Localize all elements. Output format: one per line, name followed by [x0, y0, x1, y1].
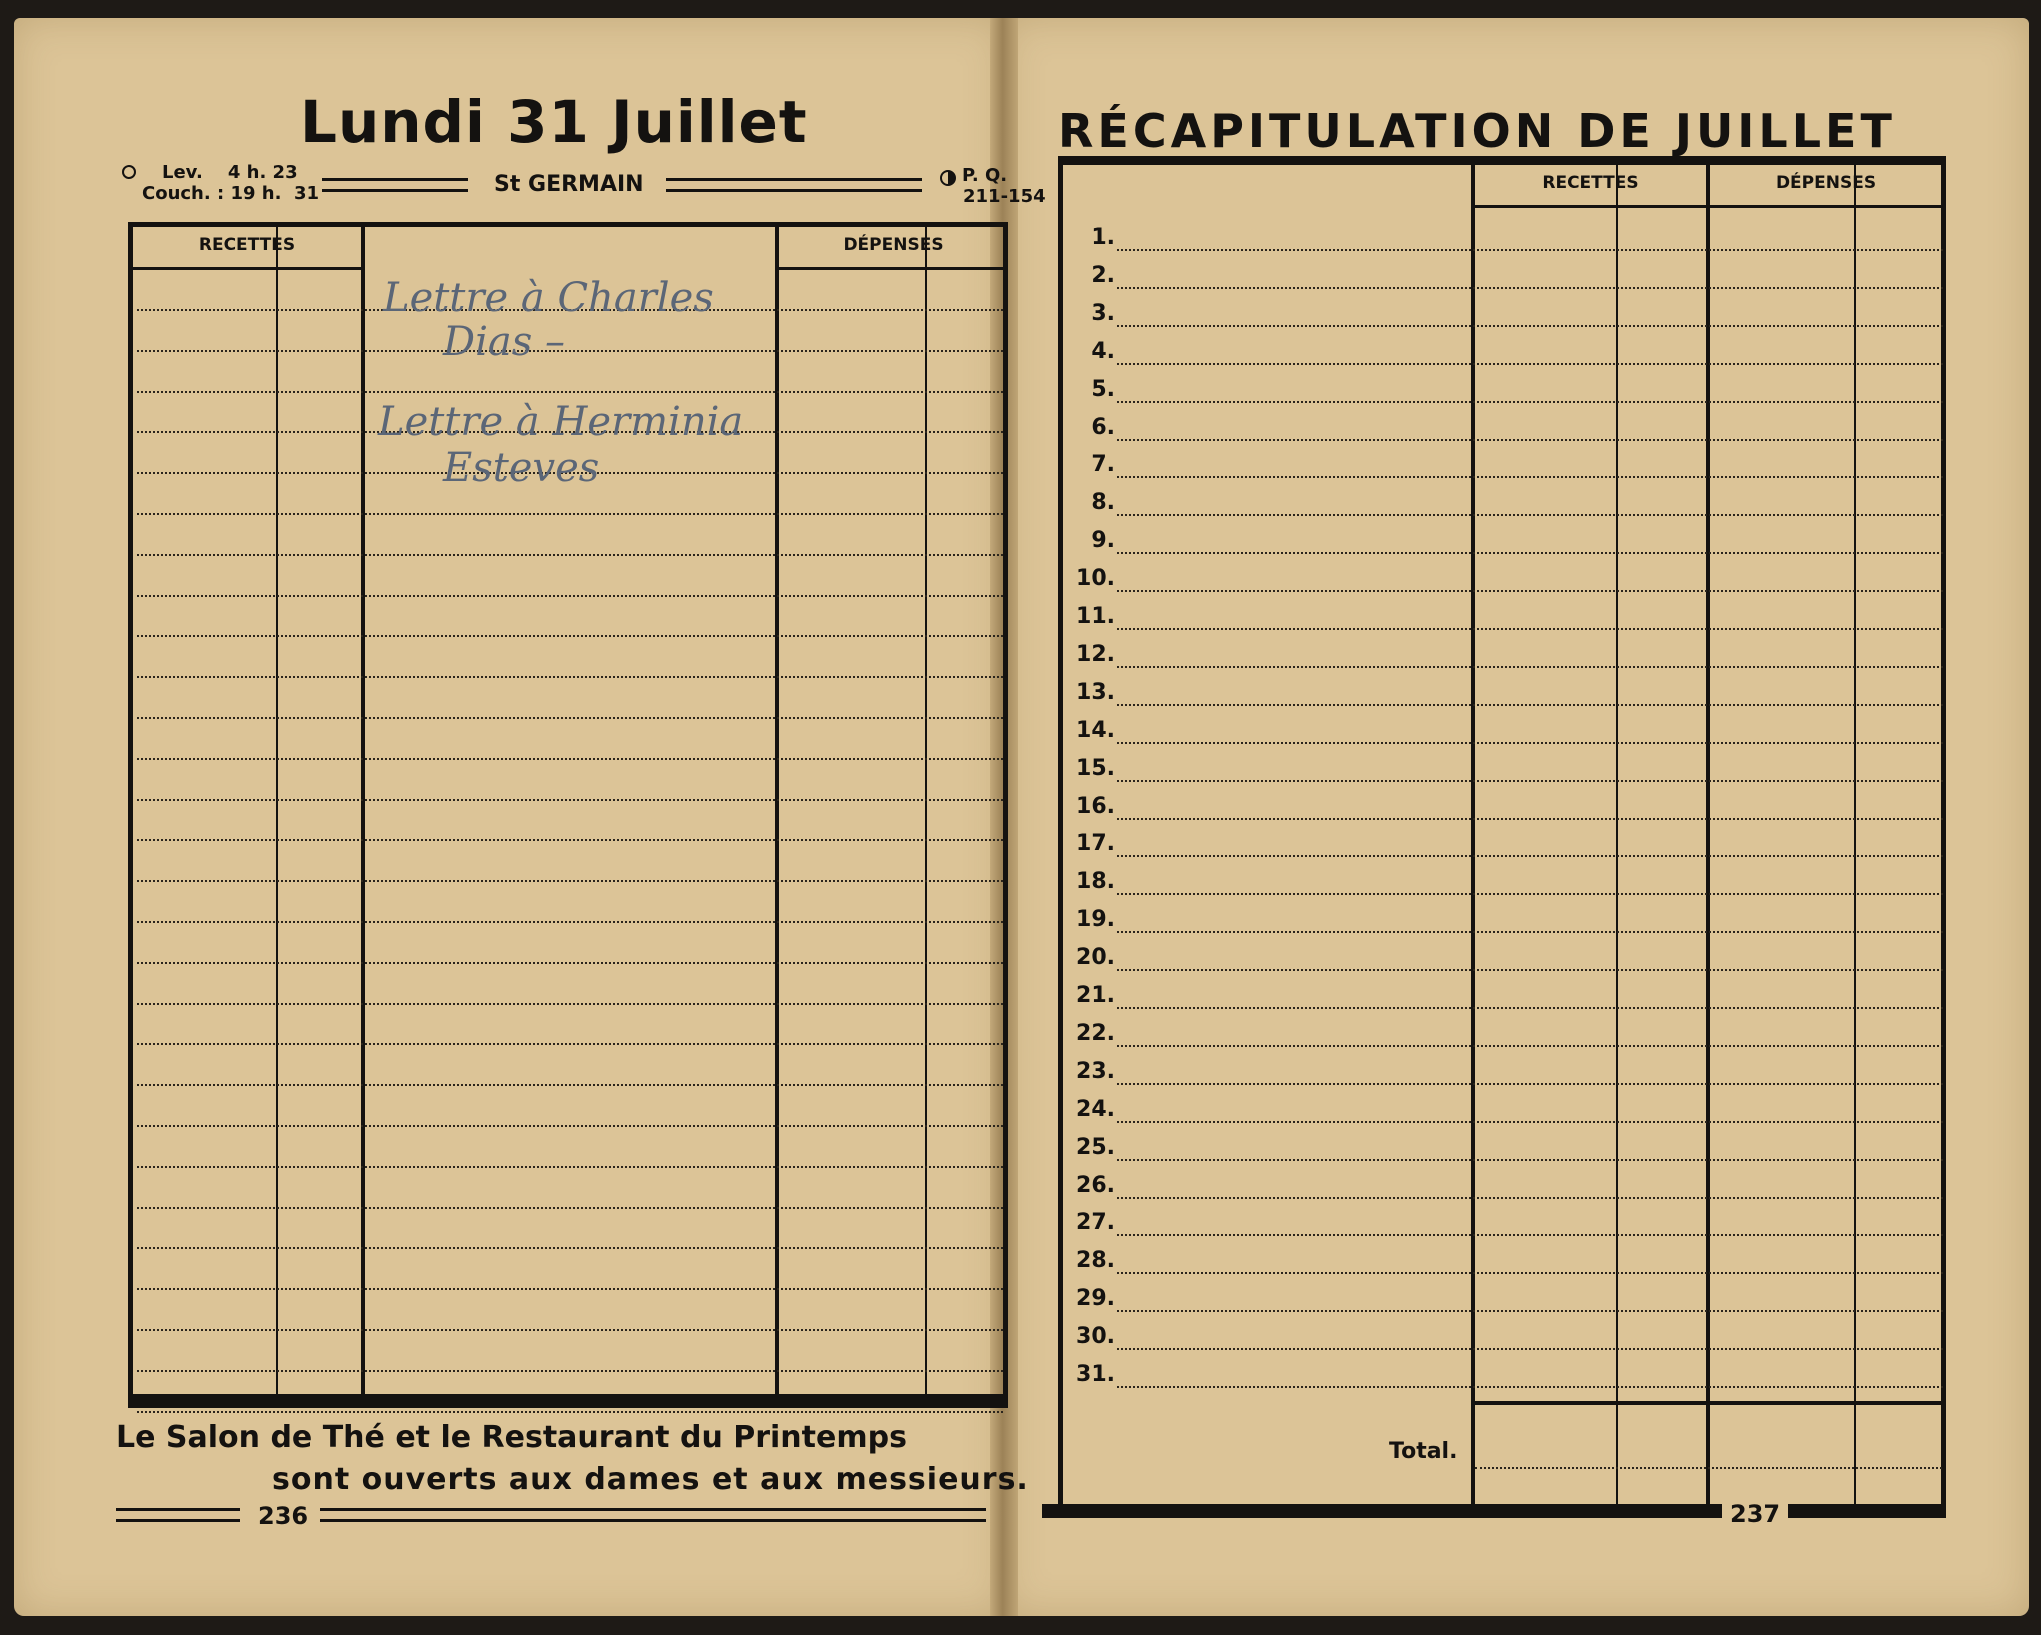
day-row-line	[1117, 1007, 1943, 1009]
ledger-row-line	[137, 676, 1003, 678]
ledger-row-line	[137, 1166, 1003, 1168]
day-row-label: 7.	[1091, 452, 1115, 478]
recap-receipts-header: RECETTES	[1542, 173, 1639, 193]
ledger-row-line	[137, 1411, 1003, 1413]
day-row-label: 11.	[1076, 604, 1115, 629]
day-row-label: 19.	[1076, 907, 1115, 933]
day-row-line	[1117, 1121, 1943, 1123]
ledger-row-line	[137, 839, 1003, 841]
ledger-row-line	[137, 1125, 1003, 1127]
day-row-label: 30.	[1076, 1324, 1115, 1350]
day-row-label: 10.	[1076, 566, 1115, 592]
advertisement-line-1: Le Salon de Thé et le Restaurant du Printemps	[116, 1420, 907, 1455]
recap-receipts-left-border	[1471, 165, 1475, 1504]
day-row-line	[1117, 855, 1943, 857]
recap-expenses-header-rule	[1710, 205, 1942, 208]
recap-expenses-divider	[1854, 165, 1856, 1504]
day-row-label: 25.	[1076, 1134, 1115, 1160]
ledger-row-line	[137, 758, 1003, 760]
day-row-line	[1117, 742, 1943, 744]
day-row-label: 2.	[1091, 262, 1115, 288]
day-row-line	[1117, 628, 1943, 630]
day-row-line	[1117, 1159, 1943, 1161]
day-of-year: 211-154	[963, 186, 1046, 207]
receipts-divider	[276, 227, 278, 1394]
handwritten-note-1: Lettre à Charles	[383, 275, 714, 321]
monthly-recap-table	[1058, 156, 1946, 1518]
total-row-line	[1475, 1467, 1942, 1469]
ledger-row-line	[137, 717, 1003, 719]
recap-expenses-left-border	[1706, 165, 1710, 1504]
total-label: Total.	[1389, 1439, 1458, 1464]
advertisement-line-2: sont ouverts aux dames et aux messieurs.	[272, 1462, 1029, 1497]
day-row-label: 1.	[1091, 225, 1115, 250]
day-row-line	[1117, 590, 1943, 592]
moon-phase: P. Q.	[962, 165, 1008, 186]
day-row-label: 13.	[1076, 679, 1115, 705]
day-row-line	[1117, 476, 1943, 478]
day-row-label: 15.	[1076, 755, 1115, 781]
day-row-line	[1117, 439, 1943, 441]
ledger-row-line	[137, 350, 1003, 352]
day-row-label: 22.	[1076, 1020, 1115, 1046]
recap-receipts-divider	[1616, 165, 1618, 1504]
daily-accounts-table	[128, 222, 1008, 1408]
day-row-line	[1117, 325, 1943, 327]
ledger-row-line	[137, 513, 1003, 515]
page-number-left: 236	[258, 1502, 309, 1530]
ledger-row-line	[137, 880, 1003, 882]
day-row-label: 9.	[1091, 528, 1115, 554]
ledger-row-line	[137, 1370, 1003, 1372]
ledger-row-line	[137, 595, 1003, 597]
header-rule-left	[322, 178, 468, 192]
day-row-line	[1117, 552, 1943, 554]
day-row-line	[1117, 401, 1943, 403]
day-row-label: 24.	[1076, 1096, 1115, 1122]
ledger-row-line	[137, 391, 1003, 393]
recap-title: RÉCAPITULATION DE JUILLET	[1058, 104, 1896, 158]
ledger-row-line	[137, 1288, 1003, 1290]
day-row-label: 28.	[1076, 1248, 1115, 1274]
footer-rule-left	[116, 1508, 240, 1522]
day-row-label: 12.	[1076, 641, 1115, 667]
ledger-row-line	[137, 962, 1003, 964]
day-row-label: 3.	[1091, 300, 1115, 326]
saint-of-day: St GERMAIN	[494, 172, 644, 197]
ledger-row-line	[137, 1043, 1003, 1045]
handwritten-note-2: Dias –	[443, 319, 565, 365]
day-row-line	[1117, 818, 1943, 820]
day-row-line	[1117, 1310, 1943, 1312]
handwritten-note-4: Esteves	[443, 445, 600, 491]
day-row-label: 21.	[1076, 983, 1115, 1008]
day-row-line	[1117, 704, 1943, 706]
day-row-label: 17.	[1076, 831, 1115, 857]
day-row-label: 23.	[1076, 1058, 1115, 1084]
footer-bar-left	[1042, 1504, 1722, 1518]
day-row-line	[1117, 1045, 1943, 1047]
day-row-label: 6.	[1091, 414, 1115, 440]
day-row-label: 5.	[1091, 376, 1115, 402]
notes-right-border	[775, 227, 779, 1394]
day-title: Lundi 31 Juillet	[300, 88, 808, 156]
ledger-row-line	[137, 1247, 1003, 1249]
ledger-row-line	[137, 635, 1003, 637]
ledger-row-line	[137, 554, 1003, 556]
day-row-line	[1117, 931, 1943, 933]
handwritten-note-3: Lettre à Herminia	[378, 399, 744, 445]
day-row-label: 4.	[1091, 338, 1115, 364]
day-row-line	[1117, 1197, 1943, 1199]
ledger-row-line	[137, 1084, 1003, 1086]
receipts-header-rule	[133, 267, 361, 270]
recap-expenses-header: DÉPENSES	[1775, 173, 1877, 193]
day-row-line	[1117, 1234, 1943, 1236]
day-row-line	[1117, 363, 1943, 365]
day-row-line	[1117, 780, 1943, 782]
moon-phase-icon	[940, 170, 956, 186]
footer-bar-right	[1806, 1504, 1930, 1518]
day-row-line	[1117, 287, 1943, 289]
recap-receipts-header-rule	[1475, 205, 1706, 208]
day-row-label: 20.	[1076, 945, 1115, 971]
day-row-label: 29.	[1076, 1286, 1115, 1312]
day-row-line	[1117, 1386, 1943, 1388]
receipts-header: RECETTES	[198, 235, 296, 255]
day-row-line	[1117, 514, 1943, 516]
day-row-label: 26.	[1076, 1172, 1115, 1198]
day-row-label: 27.	[1076, 1210, 1115, 1236]
ledger-row-line	[137, 921, 1003, 923]
ledger-row-line	[137, 1003, 1003, 1005]
sun-icon	[122, 165, 136, 179]
day-row-line	[1117, 969, 1943, 971]
day-row-line	[1117, 1272, 1943, 1274]
notes-left-border	[361, 227, 365, 1394]
day-row-label: 31.	[1076, 1362, 1115, 1387]
ledger-row-line	[137, 1329, 1003, 1331]
sunset-time: Couch. : 19 h. 31	[142, 183, 319, 204]
day-row-label: 18.	[1076, 869, 1115, 895]
total-separator	[1475, 1401, 1942, 1405]
day-row-label: 16.	[1076, 793, 1115, 819]
header-rule-right	[666, 178, 922, 192]
page-number-right: 237	[1722, 1500, 1788, 1528]
sunrise-time: Lev. 4 h. 23	[162, 162, 298, 183]
ledger-row-line	[137, 799, 1003, 801]
expenses-divider	[925, 227, 927, 1394]
day-row-label: 8.	[1091, 490, 1115, 516]
day-row-line	[1117, 893, 1943, 895]
expenses-header: DÉPENSES	[843, 235, 944, 255]
day-row-label: 14.	[1076, 717, 1115, 743]
day-row-line	[1117, 1348, 1943, 1350]
day-row-line	[1117, 249, 1943, 251]
expenses-header-rule	[779, 267, 1008, 270]
footer-rule-right	[320, 1508, 986, 1522]
ledger-row-line	[137, 1207, 1003, 1209]
day-row-line	[1117, 1083, 1943, 1085]
day-row-line	[1117, 666, 1943, 668]
